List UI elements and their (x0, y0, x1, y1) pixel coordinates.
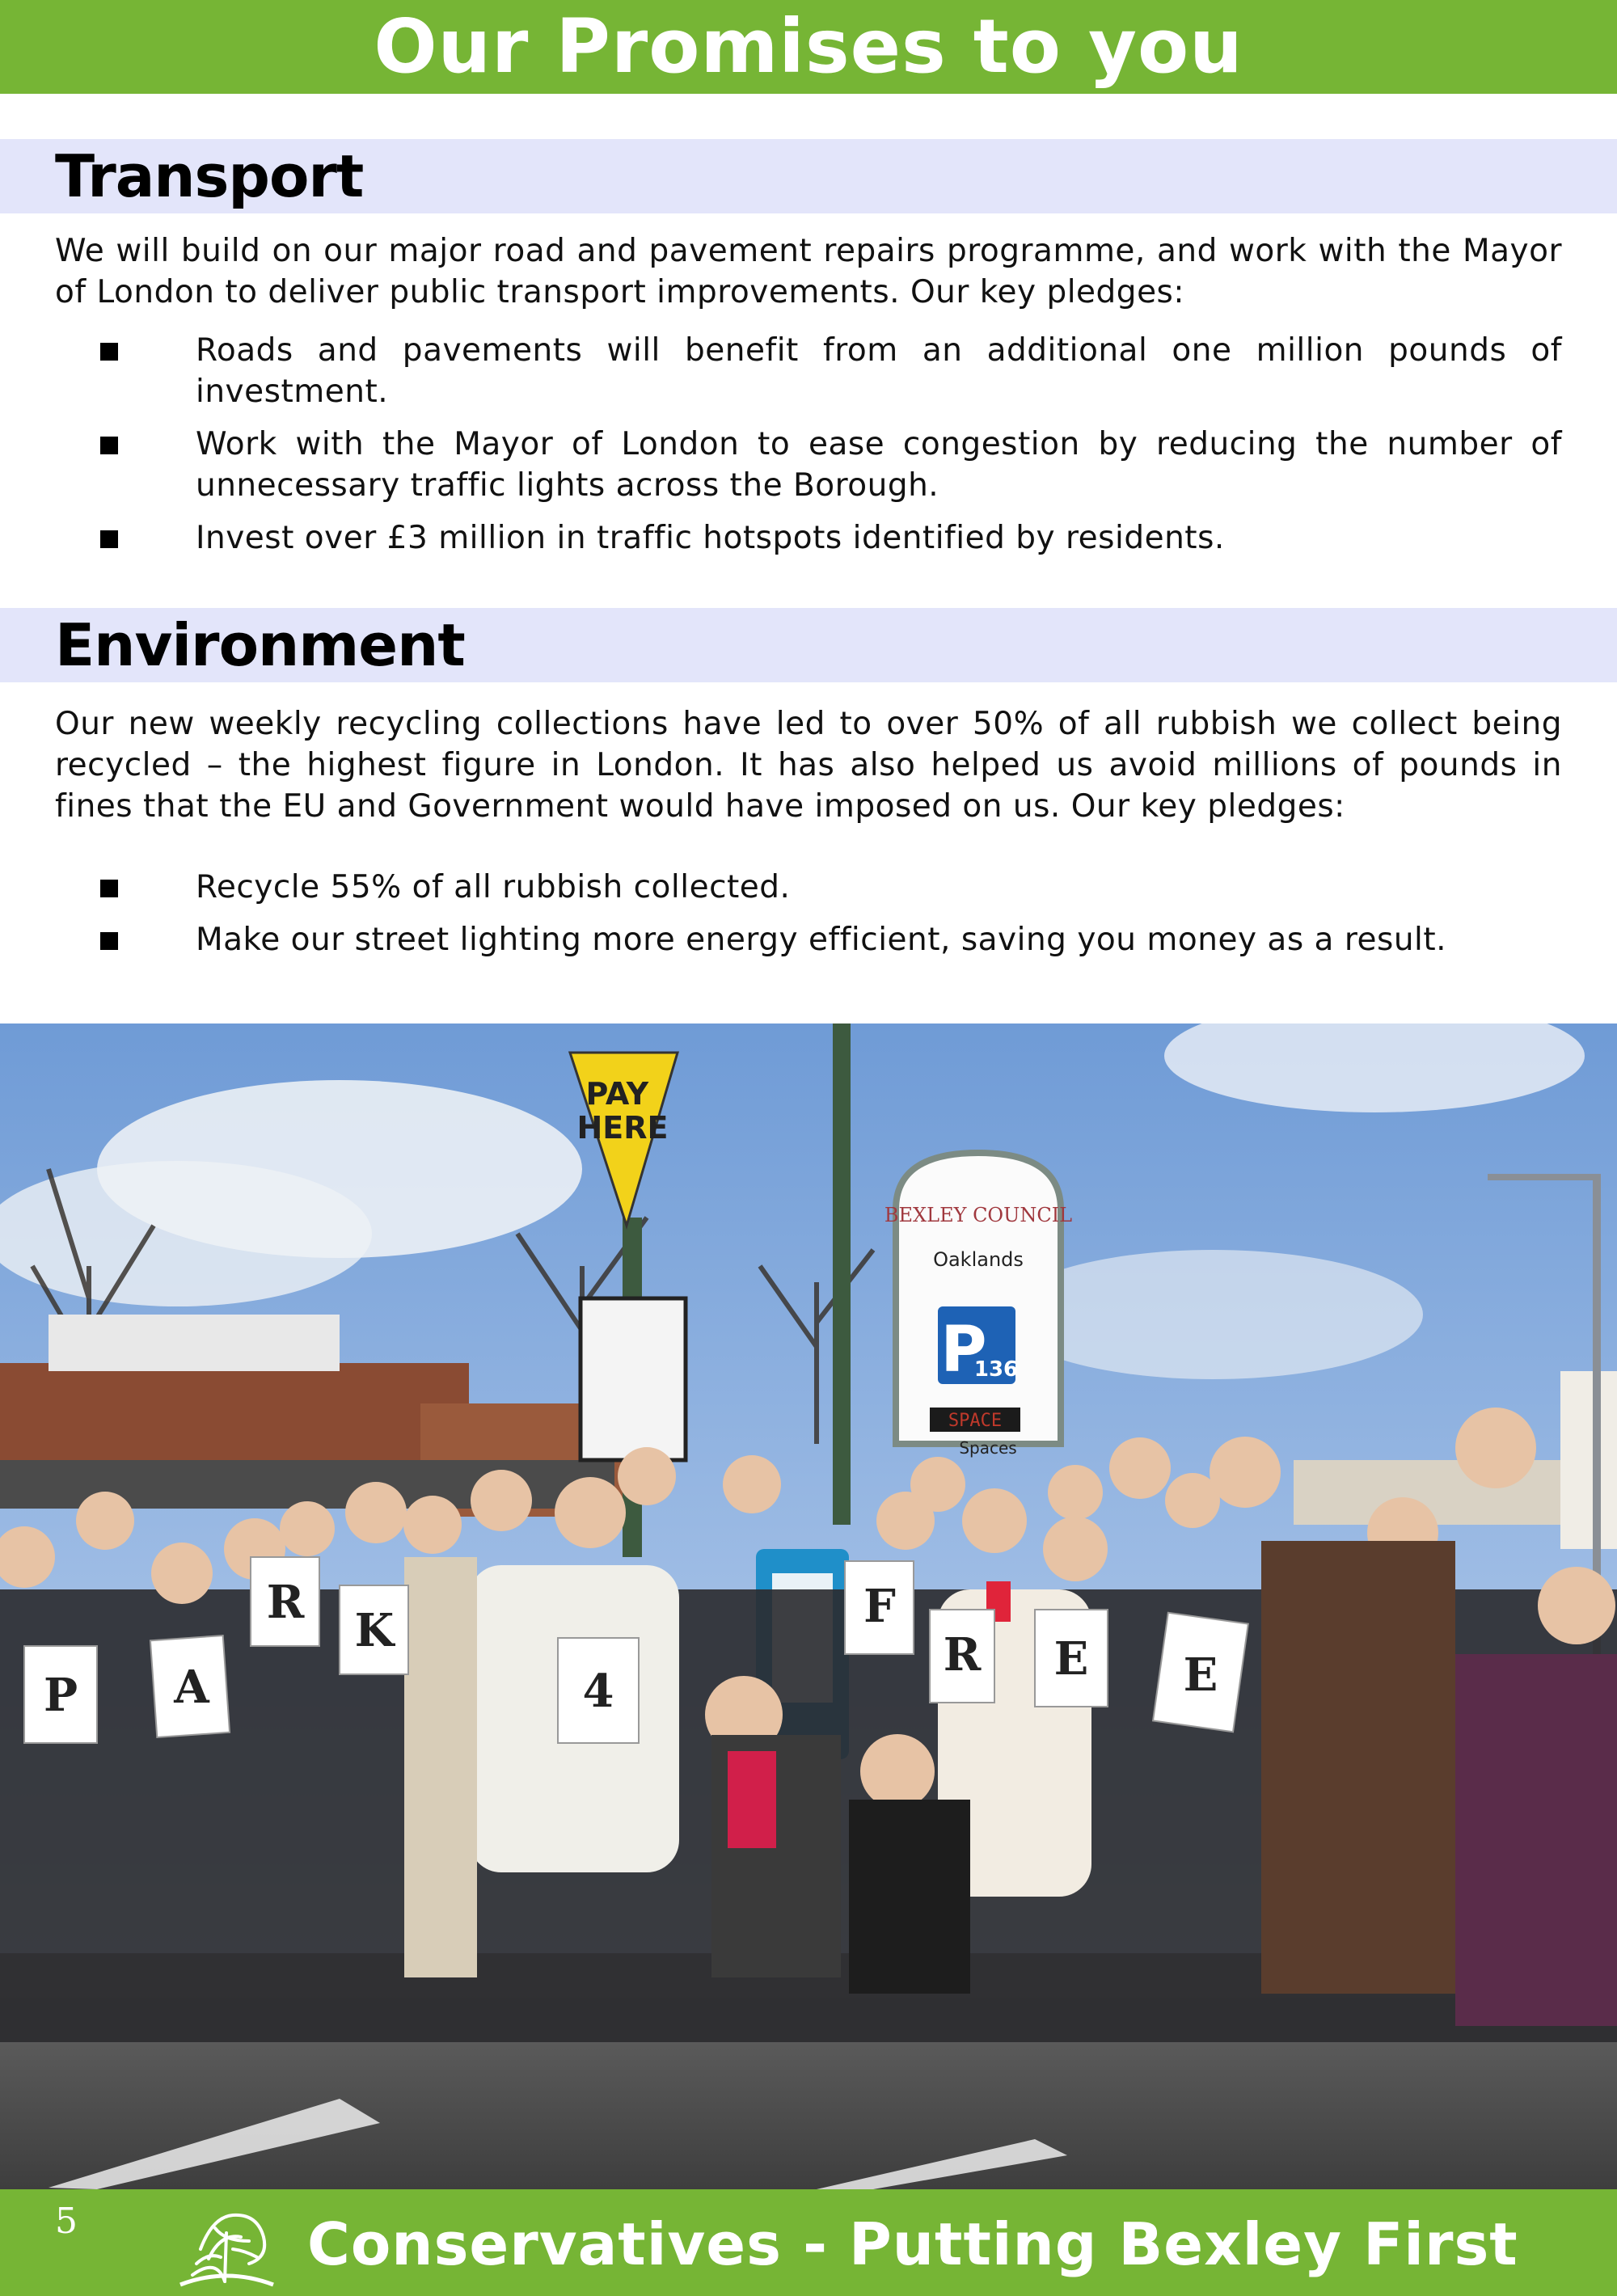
card-letter: F (863, 1580, 896, 1633)
card-letter: E (1183, 1648, 1218, 1702)
transport-intro: We will build on our major road and pavement repairs programme, and work with the Mayor of London to deliver public transport improvements. Our key pledges: (55, 233, 1562, 310)
card-letter: P (43, 1669, 78, 1722)
card-letter: R (266, 1576, 305, 1629)
pledge-text: Invest over £3 million in traffic hotspots identified by residents. (196, 520, 1225, 556)
pledge-text: Work with the Mayor of London to ease congestion by reducing the number of unnecessary traffic lights across the Borough. (196, 426, 1562, 504)
page-title-banner (0, 0, 1617, 94)
space-led-display: SPACE (948, 1411, 1003, 1431)
bullet-square-icon (100, 530, 118, 548)
pledge-text: Roads and pavements will benefit from an additional one million pounds of investment. (196, 332, 1562, 410)
pledge-text: Make our street lighting more energy efficient, saving you money as a result. (196, 922, 1447, 958)
transport-heading: Transport (55, 142, 364, 210)
page-title: Our Promises to you (374, 3, 1243, 90)
pay-here-line-1: PAY (585, 1076, 649, 1112)
campaign-photo-illustration (0, 1023, 1617, 2189)
card-letter: R (943, 1628, 982, 1682)
bullet-square-icon (100, 932, 118, 950)
footer-slogan: Conservatives - Putting Bexley First (307, 2210, 1518, 2278)
location-sign-text: Oaklands (933, 1248, 1024, 1271)
spaces-label: Spaces (959, 1438, 1017, 1458)
bullet-square-icon (100, 880, 118, 897)
environment-heading: Environment (55, 611, 465, 679)
bullet-square-icon (100, 437, 118, 454)
council-sign (896, 1153, 1061, 1444)
parking-icon-letter: P (940, 1314, 987, 1386)
council-sign-text: BEXLEY COUNCIL (884, 1204, 1073, 1226)
spaces-count: 136 (973, 1357, 1019, 1382)
page-number: 5 (55, 2201, 78, 2242)
card-letter: K (354, 1604, 395, 1657)
pay-here-sign-text (577, 1076, 669, 1146)
campaign-photo (0, 1023, 1617, 2189)
card-letter: E (1053, 1632, 1089, 1686)
card-letter: A (174, 1661, 209, 1714)
environment-intro: Our new weekly recycling collections have led to over 50% of all rubbish we collect being recycled – the highest figure in London. It has also helped us avoid millions of pounds in fines that the EU and Government would have imposed on us. Our key pledges: (55, 706, 1562, 825)
card-letter: 4 (582, 1665, 614, 1718)
pledge-text: Recycle 55% of all rubbish collected. (196, 869, 791, 905)
conservative-tree-logo-icon (176, 2201, 277, 2288)
bullet-square-icon (100, 343, 118, 361)
pay-here-line-2: HERE (576, 1110, 669, 1146)
